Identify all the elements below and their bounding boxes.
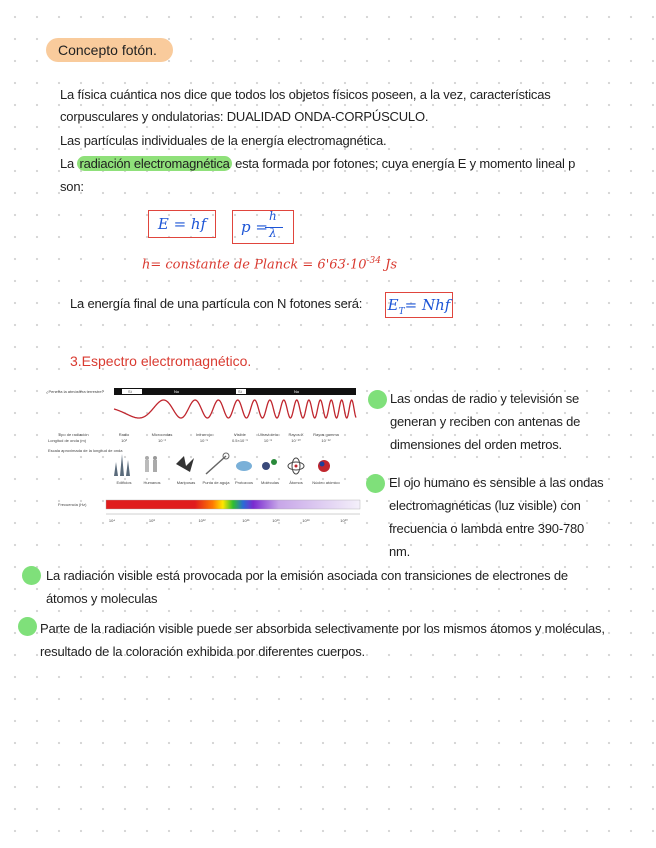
note-eye-line-1: El ojo humano es sensible a las ondas — [389, 475, 604, 490]
note-radio-line-1: Las ondas de radio y televisión se — [390, 391, 580, 406]
intro-line-2: corpusculares y ondulatorias: DUALIDAD ONDA-CORPÚSCULO. — [60, 109, 429, 124]
label-penetra: ¿Penetra la atmósfera terrestre? — [46, 389, 104, 394]
formula-energy-box — [148, 210, 216, 238]
formula-final-rest: = Nhf — [404, 296, 451, 314]
final-energy-text: La energía final de una partícula con N fotones será: — [70, 296, 363, 311]
note-eye-line-2: electromagnéticas (luz visible) con — [389, 498, 581, 513]
object-icons — [114, 453, 330, 476]
atmosphere-bar — [114, 388, 356, 395]
wavelength-label-4: 10⁻⁸ — [263, 438, 273, 443]
label-no-1: No — [174, 389, 180, 394]
label-si-2: Sí — [238, 389, 242, 394]
bullet-dot — [368, 390, 387, 409]
humans-body — [145, 460, 149, 472]
note-eye-line-3: frecuencia o lambda entre 390-780 — [389, 521, 585, 536]
formula-momentum-num: h — [269, 209, 277, 223]
type-label-1: Microondas — [151, 432, 173, 437]
bullet-dot — [366, 474, 385, 493]
wavelength-label-0: 10³ — [121, 438, 127, 443]
type-label-6: Rayos gamma — [313, 432, 339, 437]
label-si-1: Sí — [128, 389, 132, 394]
formula-momentum-box — [232, 210, 294, 244]
bullet-dot — [22, 566, 41, 585]
object-label-3: Punta de aguja — [202, 480, 230, 485]
note-radio — [390, 388, 580, 456]
humans-icon — [145, 456, 149, 460]
wavelength-label-1: 10⁻² — [158, 438, 166, 443]
frequency-bar — [106, 500, 360, 509]
title-highlight — [46, 38, 173, 62]
planck-unit: Js — [381, 257, 398, 273]
note-visible — [46, 565, 568, 610]
object-label-2: Mariposas — [176, 480, 196, 485]
label-frecuencia: Frecuencia (Hz) — [58, 502, 87, 507]
intro-line-5: son: — [60, 179, 84, 194]
wavelength-label-5: 10⁻¹⁰ — [291, 438, 301, 443]
object-label-4: Protozoos — [234, 480, 254, 485]
intro-line-1: La física cuántica nos dice que todos los objetos físicos poseen, a la vez, características — [60, 87, 551, 102]
formula-momentum-p: p = — [241, 218, 268, 236]
highlight-radiacion: radiación electromagnética — [79, 156, 230, 171]
atmosphere-window-radio — [122, 389, 142, 394]
page-title: Concepto fotón. — [58, 42, 157, 58]
type-label-5: Rayos X — [288, 432, 304, 437]
freq-label-2: 10¹² — [198, 518, 206, 523]
planck-exponent: -34 — [366, 256, 381, 266]
section-heading: 3.Espectro electromagnético. — [70, 353, 252, 369]
wavelength-label-6: 10⁻¹² — [321, 438, 331, 443]
object-label-6: Átomos — [289, 480, 303, 485]
freq-label-5: 10¹⁸ — [302, 518, 310, 523]
label-tipo: Tipo de radiación — [58, 432, 89, 437]
needle-icon — [206, 456, 226, 474]
butterfly-icon — [176, 456, 194, 472]
type-label-0: Radio — [118, 432, 130, 437]
object-label-5: Moléculas — [260, 480, 280, 485]
buildings-icon — [114, 454, 130, 476]
intro-line-4-suffix: esta formada por fotones; cuya energía E y momento lineal p — [231, 156, 576, 171]
object-label-7: Núcleo atómico — [312, 480, 340, 485]
formula-final-box — [385, 292, 453, 318]
molecule-icon — [262, 462, 270, 470]
freq-label-3: 10¹⁵ — [242, 518, 250, 523]
wavelength-label-3: 0.5×10⁻⁶ — [231, 438, 249, 443]
bullet-dot — [18, 617, 37, 636]
wavelength-label-2: 10⁻⁵ — [199, 438, 209, 443]
label-longitud: Longitud de onda (m) — [48, 438, 87, 443]
note-radio-line-3: dimensiones del orden metros. — [390, 437, 562, 452]
formula-final-sub: T — [398, 307, 405, 317]
intro-line-3: Las partículas individuales de la energía electromagnética. — [60, 133, 387, 148]
formula-energy: E = hf — [157, 215, 207, 233]
intro-line-4 — [60, 153, 575, 175]
freq-label-1: 10⁸ — [148, 518, 156, 523]
freq-label-6: 10²⁰ — [340, 518, 348, 523]
freq-label-0: 10⁴ — [108, 518, 116, 523]
type-label-2: Infrarrojo — [195, 432, 213, 437]
formula-momentum-den: λ — [269, 226, 277, 240]
type-label-4: Ultravioleta — [257, 432, 279, 437]
freq-label-4: 10¹⁶ — [272, 518, 280, 523]
intro-line-4-prefix: La — [60, 156, 78, 171]
object-label-0: Edificios — [116, 480, 132, 485]
note-eye-line-4: nm. — [389, 544, 411, 559]
planck-constant — [142, 256, 397, 272]
note-visible-line-2: átomos y moleculas — [46, 591, 158, 606]
note-radio-line-2: generan y reciben con antenas de — [390, 414, 581, 429]
note-absorb-line-1: Parte de la radiación visible puede ser absorbida selectivamente por los mismos átomos y moléculas, — [40, 621, 605, 636]
note-eye — [389, 472, 603, 563]
object-label-1: Humanos — [143, 480, 161, 485]
nucleus-icon — [318, 460, 330, 472]
note-absorb-line-2: resultado de la coloración exhibida por diferentes cuerpos. — [40, 644, 365, 659]
formula-final-e: E — [387, 296, 399, 314]
wave-chirp — [114, 400, 356, 418]
spectrum-figure — [44, 384, 364, 529]
planck-text: h= constante de Planck = 6'63·10 — [142, 257, 367, 273]
protozoa-icon — [236, 461, 252, 471]
label-no-2: No — [294, 389, 300, 394]
type-label-3: Visible — [234, 432, 246, 437]
label-escala: Escala aproximada de la longitud de onda — [48, 448, 123, 453]
note-visible-line-1: La radiación visible está provocada por la emisión asociada con transiciones de electrones de — [46, 568, 568, 583]
note-absorb — [40, 618, 605, 663]
